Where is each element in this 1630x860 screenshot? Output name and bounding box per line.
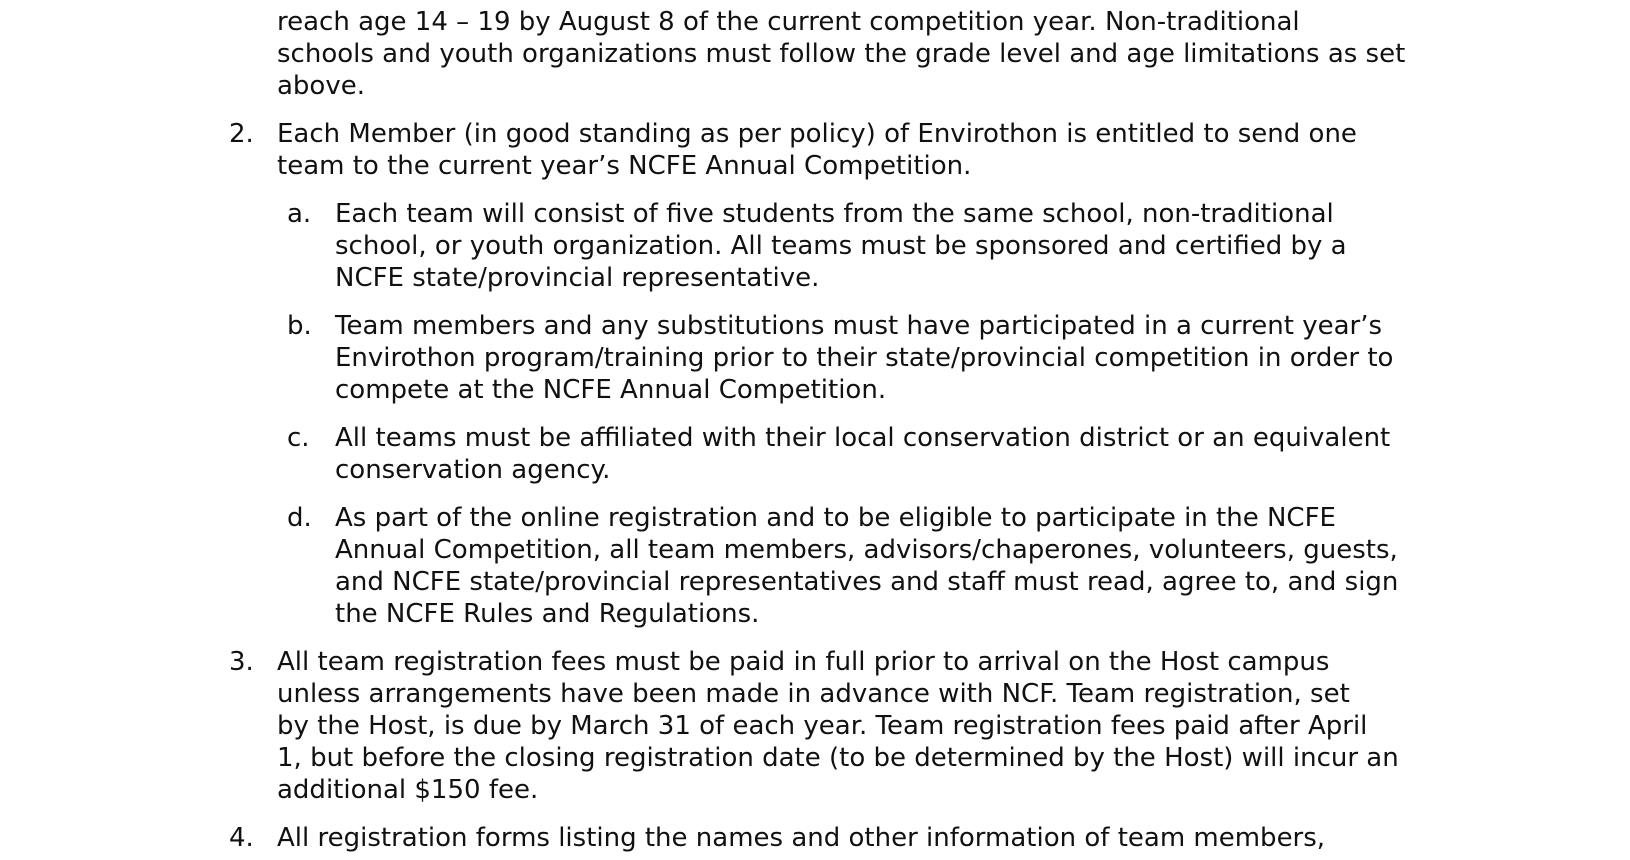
list-marker: 2.	[229, 119, 254, 149]
text-line: conservation agency.	[335, 455, 611, 485]
list-marker: 4.	[229, 823, 254, 853]
list-marker: 3.	[229, 647, 254, 677]
text-line: team to the current year’s NCFE Annual Competition.	[277, 151, 972, 181]
text-line: schools and youth organizations must follow the grade level and age limitations as set	[277, 39, 1406, 69]
text-line: by the Host, is due by March 31 of each year. Team registration fees paid after April	[277, 711, 1368, 741]
sub-list-marker: b.	[287, 311, 312, 341]
text-line: Each Member (in good standing as per policy) of Envirothon is entitled to send one	[277, 119, 1357, 149]
sub-list-marker: c.	[287, 423, 310, 453]
text-line: reach age 14 – 19 by August 8 of the current competition year. Non-traditional	[277, 7, 1300, 37]
text-line: compete at the NCFE Annual Competition.	[335, 375, 887, 405]
sub-list-marker: d.	[287, 503, 312, 533]
text-line: Envirothon program/training prior to their state/provincial competition in order to	[335, 343, 1394, 373]
text-line: unless arrangements have been made in advance with NCF. Team registration, set	[277, 679, 1350, 709]
text-line: additional $150 fee.	[277, 775, 539, 805]
text-line: and NCFE state/provincial representatives and staff must read, agree to, and sign	[335, 567, 1399, 597]
text-line: school, or youth organization. All teams must be sponsored and certified by a	[335, 231, 1347, 261]
text-line: 1, but before the closing registration date (to be determined by the Host) will incur an	[277, 743, 1399, 773]
text-line: All registration forms listing the names and other information of team members,	[277, 823, 1326, 853]
sub-list-marker: a.	[287, 199, 312, 229]
text-line: Each team will consist of five students from the same school, non-traditional	[335, 199, 1334, 229]
text-line: the NCFE Rules and Regulations.	[335, 599, 760, 629]
text-line: Team members and any substitutions must have participated in a current year’s	[335, 311, 1383, 341]
text-line: All teams must be affiliated with their local conservation district or an equivalent	[335, 423, 1391, 453]
text-line: As part of the online registration and to be eligible to participate in the NCFE	[335, 503, 1336, 533]
text-line: above.	[277, 71, 365, 101]
text-line: Annual Competition, all team members, advisors/chaperones, volunteers, guests,	[335, 535, 1398, 565]
text-line: All team registration fees must be paid in full prior to arrival on the Host campus	[277, 647, 1330, 677]
text-line: NCFE state/provincial representative.	[335, 263, 820, 293]
